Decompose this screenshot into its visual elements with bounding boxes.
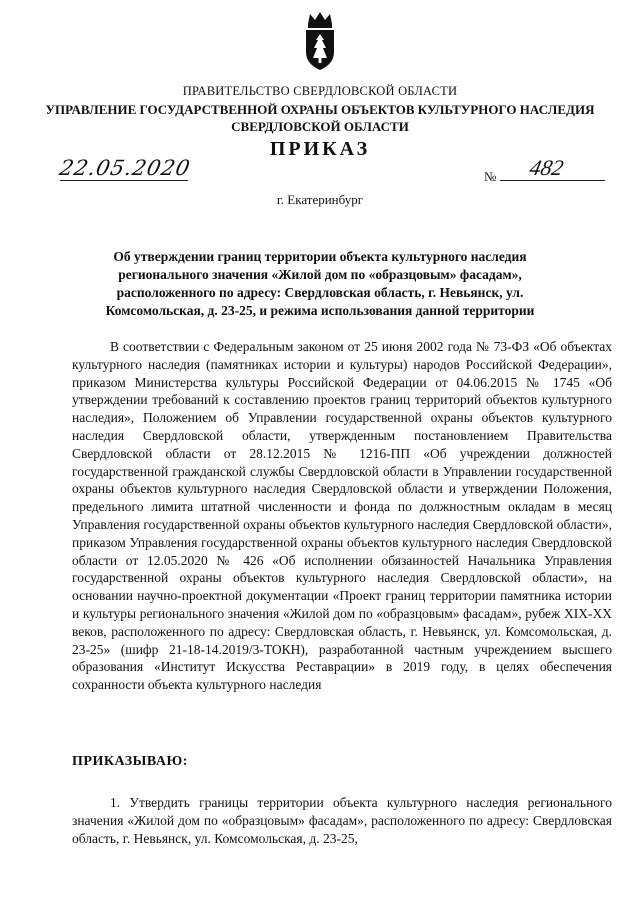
order-item-1: 1. Утвердить границы территории объекта культурного наследия регионального значения «Жилой дом по «образцовым» фасадам», расположенного по адресу: Свердловская область, г. Невьянск, ул. Комсомольская, д. 23-25, [72, 795, 612, 846]
document-title: ПРИКАЗ [269, 138, 371, 160]
government-name: ПРАВИТЕЛЬСТВО СВЕРДЛОВСКОЙ ОБЛАСТИ [182, 84, 458, 98]
preamble-paragraph: В соответствии с Федеральным законом от 25 июня 2002 года № 73-ФЗ «Об объектах культурного наследия (памятниках истории и культуры) народов Российской Федерации», приказом Министерства культуры Российской Федерации от 04.06.2015 № 1745 «Об утверждении требований к составлению проектов границ территорий объектов культурного наследия», Положением об Управлении государственной охраны объектов культурного наследия Свердловской области, утвержденным постановлением Правительства Свердловской области от 28.12.2015 № 1216-ПП «Об учреждении должностей государственной гражданской службы Свердловской области в Управлении государственной охраны объектов культурного наследия Свердловской области и утверждении Положения, предельного лимита штатной численности и фонда по должностным окладам в месяц Управления государственной охраны объектов культурного наследия Свердловской области», приказом Управления государственной охраны объектов культурного наследия Свердловской области от 12.05.2020 № 426 «Об исполнении обязанностей Начальника Управления государственной охраны объектов культурного наследия Свердловской области», на основании научно-проектной документации «Проект границ территории памятника истории и культуры регионального значения «Жилой дом по «образцовым» фасадам», рубеж XIX-XX веков, расположенного по адресу: Свердловская область, г. Невьянск, ул. Комсомольская, д. 23-25» (шифр 21-18-14.2019/3-ТОКН), разработанной частным учреждением высшего образования «Институт Искусства Реставрации» в 2019 году, в целях обеспечения сохранности объекта культурного наследия [72, 339, 612, 693]
number-underline [500, 180, 605, 181]
number-label: № [484, 169, 497, 184]
handwritten-number: 482 [527, 155, 566, 180]
order-word: ПРИКАЗЫВАЮ: [72, 754, 188, 769]
handwritten-date: 22.05.2020 [57, 156, 193, 180]
date-underline [60, 180, 188, 181]
order-subject: Об утверждении границ территории объекта культурного наследия регионального значения «Жилой дом по «образцовым» фасадам», расположенного по адресу: Свердловская область, г. Невьянск, ул. Комсомольская, д. 23-25, и режима использования данной территории [105, 249, 535, 318]
city-name: г. Екатеринбург [276, 192, 364, 207]
department-name: УПРАВЛЕНИЕ ГОСУДАРСТВЕННОЙ ОХРАНЫ ОБЪЕКТОВ КУЛЬТУРНОГО НАСЛЕДИЯ СВЕРДЛОВСКОЙ ОБЛАСТИ [45, 102, 595, 134]
coat-of-arms-icon [302, 10, 338, 72]
